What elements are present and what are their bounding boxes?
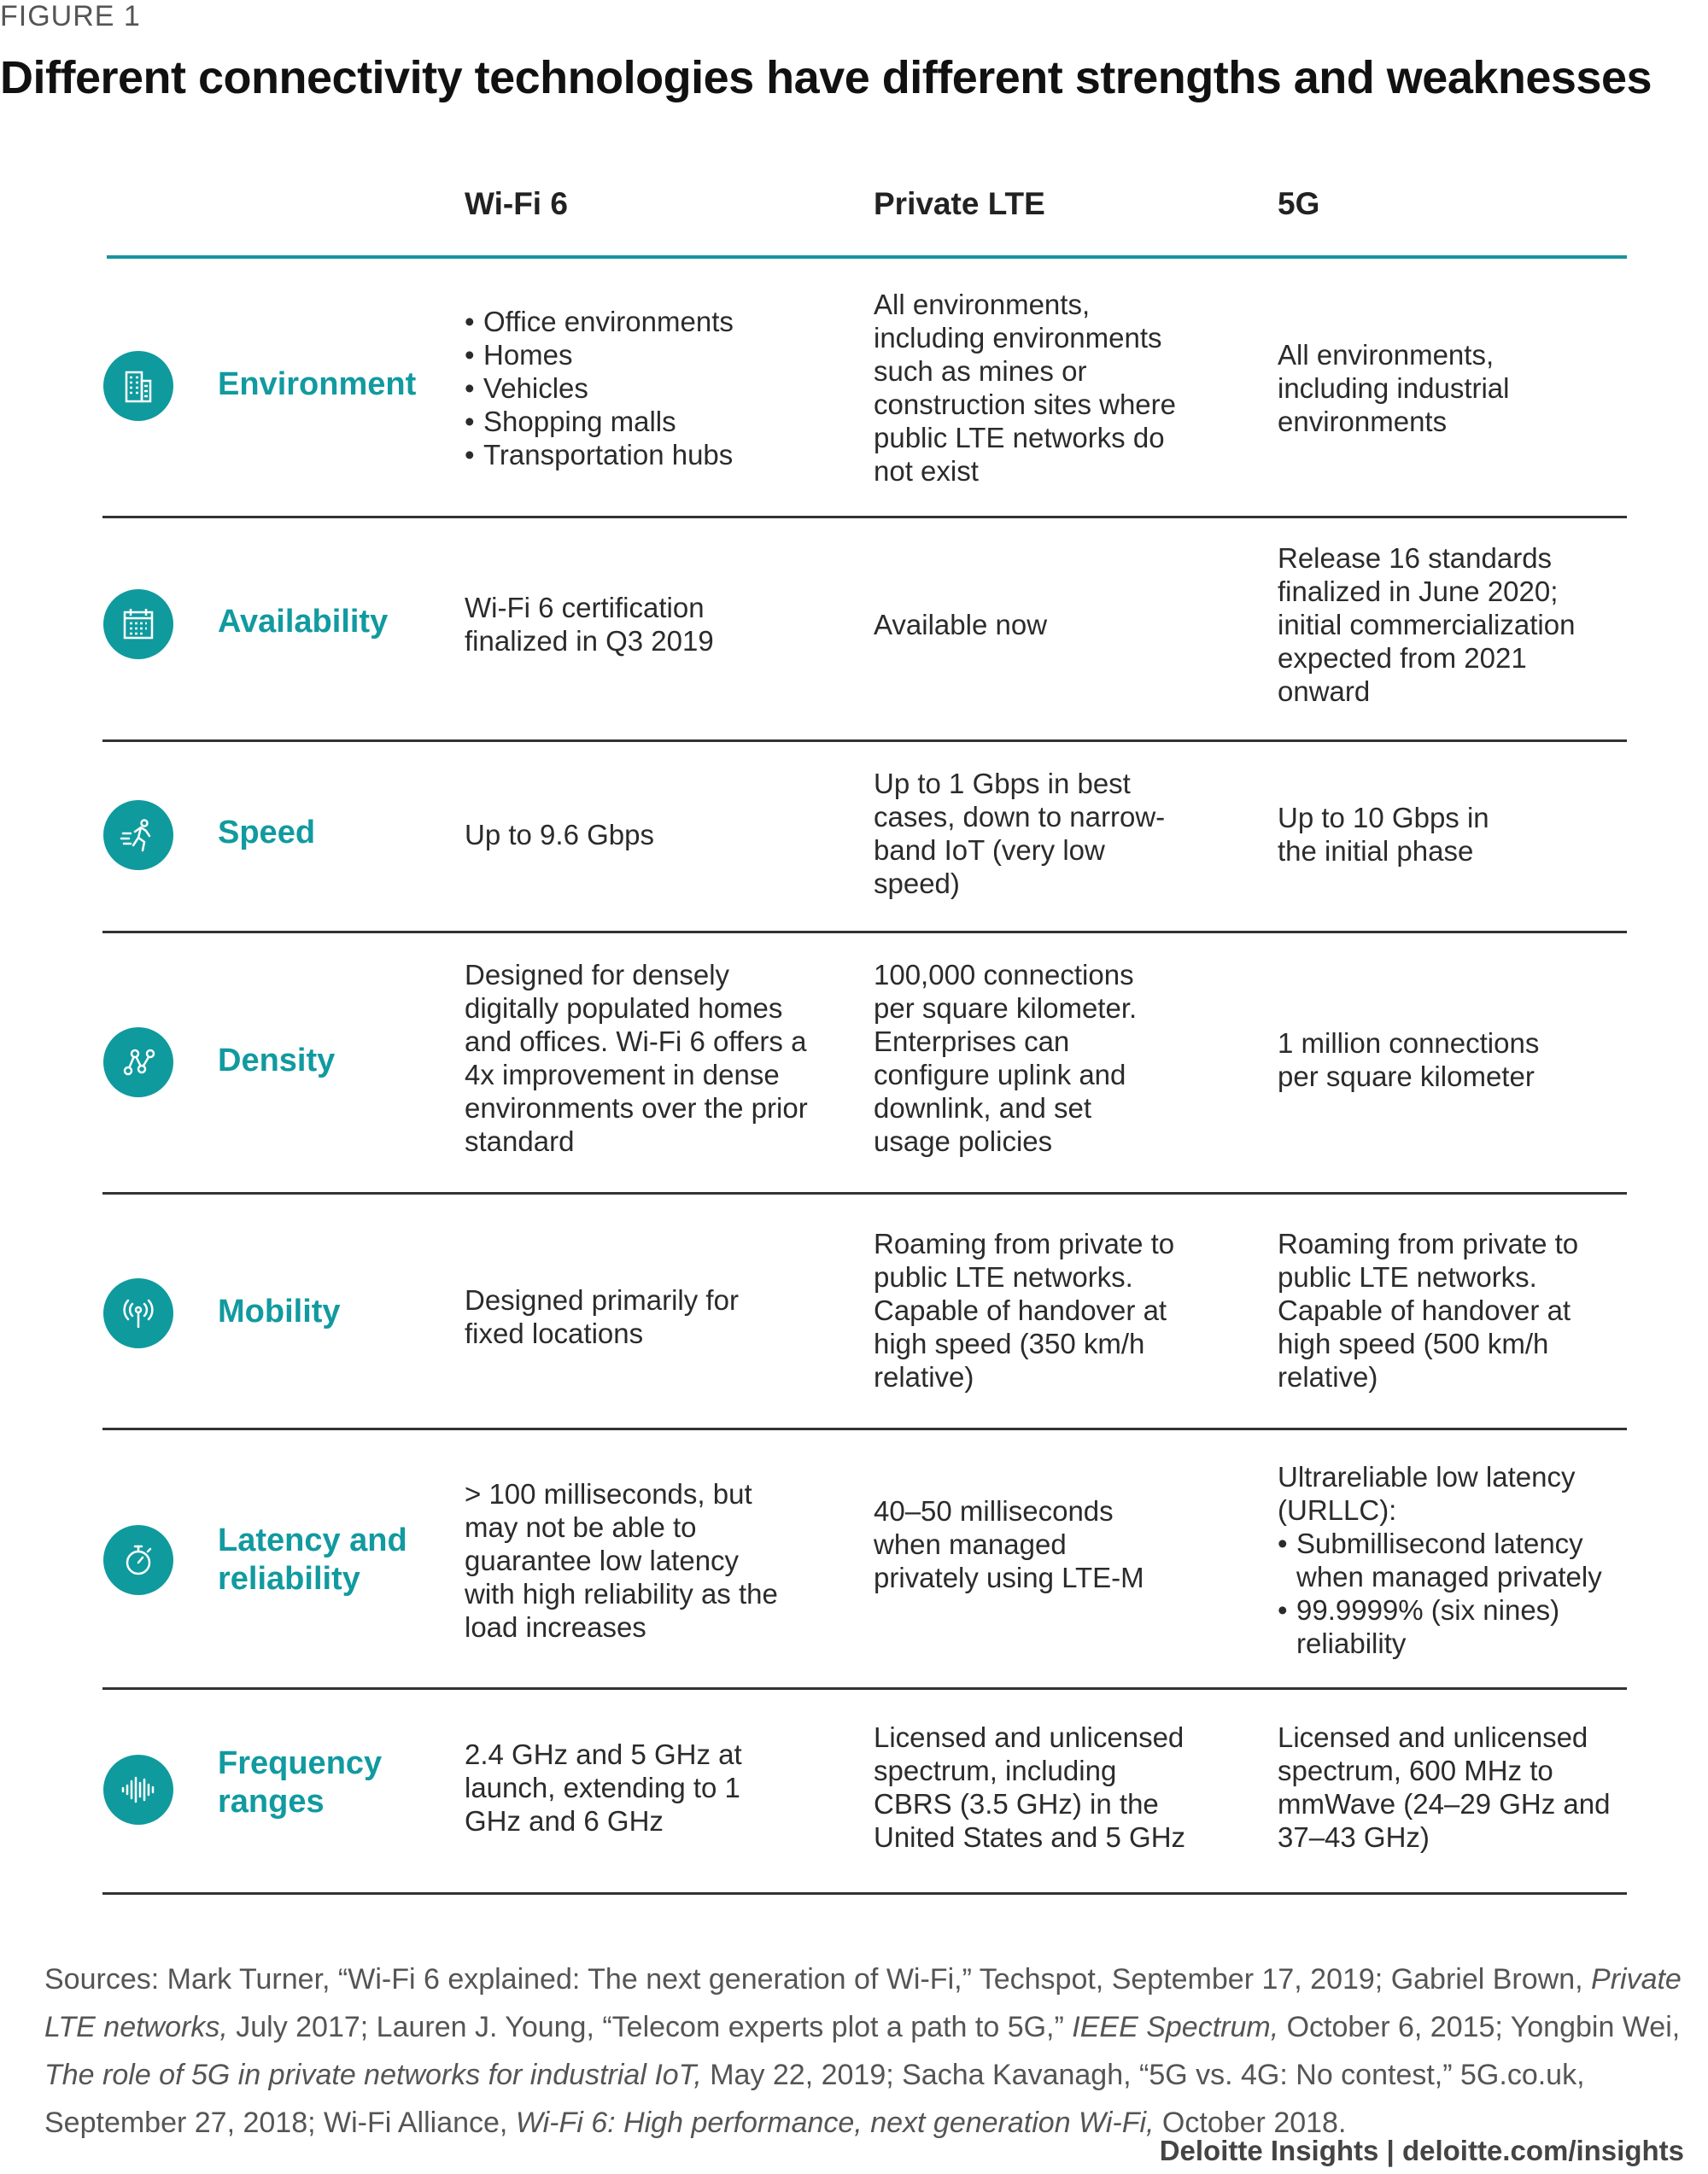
calendar-icon bbox=[103, 589, 173, 659]
environment-5g-cell: All environments, including industrial environments bbox=[1278, 339, 1510, 437]
frequency-lte-cell: Licensed and unlicensed spectrum, including CBRS (3.5 GHz) in the United States and 5 GHz bbox=[874, 1721, 1186, 1853]
sources-note bbox=[44, 1955, 1684, 2147]
network-nodes-icon bbox=[103, 1027, 173, 1097]
list-item: • Office environments bbox=[465, 305, 840, 338]
row-label-environment: Environment bbox=[218, 366, 417, 402]
sources-text: October 6, 2015; Yongbin Wei, bbox=[1278, 2011, 1681, 2043]
speed-5g-cell: Up to 10 Gbps in the initial phase bbox=[1278, 802, 1489, 867]
column-header-wifi6: Wi-Fi 6 bbox=[465, 186, 568, 221]
list-item: • Shopping malls bbox=[465, 405, 840, 438]
latency-5g-intro: Ultrareliable low latency (URLLC): bbox=[1278, 1461, 1576, 1526]
row-divider bbox=[102, 931, 1627, 933]
row-label-availability: Availability bbox=[218, 604, 389, 640]
row-label-frequency-ranges: Frequency ranges bbox=[218, 1745, 383, 1820]
sources-text: October 2018. bbox=[1154, 2107, 1347, 2139]
density-wifi6-cell: Designed for densely digitally populated homes and offices. Wi-Fi 6 offers a 4x improvement in dense environments over the prior standard bbox=[465, 959, 808, 1157]
antenna-icon bbox=[103, 1278, 173, 1348]
sources-text: July 2017; Lauren J. Young, “Telecom experts plot a path to 5G,” bbox=[227, 2011, 1073, 2043]
speed-lte-cell: Up to 1 Gbps in best cases, down to narrow-band IoT (very low speed) bbox=[874, 768, 1166, 899]
frequency-wifi6-cell: 2.4 GHz and 5 GHz at launch, extending to 1 GHz and 6 GHz bbox=[465, 1739, 742, 1837]
speed-wifi6-cell: Up to 9.6 Gbps bbox=[465, 819, 654, 850]
list-item: • 99.9999% (six nines) reliability bbox=[1278, 1593, 1628, 1660]
row-divider bbox=[102, 1892, 1627, 1895]
figure-title: Different connectivity technologies have different strengths and weaknesses bbox=[0, 52, 1652, 103]
footer-credit: Deloitte Insights | deloitte.com/insights bbox=[1159, 2135, 1684, 2166]
column-header-private-lte: Private LTE bbox=[874, 186, 1045, 221]
sources-italic-title: Private LTE networks, bbox=[44, 1963, 1682, 2043]
row-divider bbox=[102, 739, 1627, 742]
column-header-5g: 5G bbox=[1278, 186, 1320, 221]
row-divider bbox=[102, 516, 1627, 518]
environment-lte-cell: All environments, including environments such as mines or construction sites where public LTE networks do not exist bbox=[874, 289, 1176, 487]
latency-wifi6-cell: > 100 milliseconds, but may not be able to guarantee low latency with high reliability as the load increases bbox=[465, 1478, 778, 1643]
row-divider bbox=[102, 1428, 1627, 1430]
density-lte-cell: 100,000 connections per square kilometer. Enterprises can configure uplink and downlink, and set usage policies bbox=[874, 959, 1138, 1157]
list-item: • Homes bbox=[465, 338, 840, 371]
row-label-speed: Speed bbox=[218, 815, 316, 850]
environment-wifi6-cell bbox=[465, 305, 840, 471]
availability-5g-cell: Release 16 standards finalized in June 2020; initial commercialization expected from 2021 onward bbox=[1278, 542, 1576, 707]
mobility-wifi6-cell: Designed primarily for fixed locations bbox=[465, 1284, 739, 1349]
running-person-icon bbox=[103, 800, 173, 870]
sound-wave-icon bbox=[103, 1755, 173, 1825]
list-item: • Vehicles bbox=[465, 371, 840, 405]
figure-label: FIGURE 1 bbox=[0, 0, 141, 32]
mobility-5g-cell: Roaming from private to public LTE networks. Capable of handover at high speed (500 km/h relative) bbox=[1278, 1228, 1579, 1393]
list-item: • Transportation hubs bbox=[465, 438, 840, 471]
mobility-lte-cell: Roaming from private to public LTE networks. Capable of handover at high speed (350 km/h relative) bbox=[874, 1228, 1175, 1393]
list-item: • Submillisecond latency when managed privately bbox=[1278, 1527, 1628, 1593]
frequency-5g-cell: Licensed and unlicensed spectrum, 600 MHz to mmWave (24–29 GHz and 37–43 GHz) bbox=[1278, 1721, 1611, 1853]
building-icon bbox=[103, 351, 173, 421]
latency-5g-cell bbox=[1278, 1460, 1628, 1660]
availability-lte-cell: Available now bbox=[874, 609, 1048, 640]
row-label-mobility: Mobility bbox=[218, 1294, 341, 1330]
sources-italic-title: The role of 5G in private networks for industrial IoT, bbox=[44, 2059, 702, 2091]
density-5g-cell: 1 million connections per square kilometer bbox=[1278, 1027, 1540, 1092]
row-divider bbox=[102, 1687, 1627, 1690]
stopwatch-icon bbox=[103, 1525, 173, 1595]
latency-lte-cell: 40–50 milliseconds when managed privately using LTE-M bbox=[874, 1495, 1144, 1593]
availability-wifi6-cell: Wi-Fi 6 certification finalized in Q3 2019 bbox=[465, 592, 714, 657]
row-label-density: Density bbox=[218, 1043, 336, 1078]
row-label-latency-reliability: Latency and reliability bbox=[218, 1522, 407, 1597]
sources-text: May 22, 2019; Sacha Kavanagh, “5G vs. 4G: No contest,” 5G.co.uk, September 27, 2018; Wi-Fi Alliance, bbox=[44, 2059, 1585, 2139]
sources-text: Sources: Mark Turner, “Wi-Fi 6 explained: The next generation of Wi-Fi,” Techspot, September 17, 2019; Gabriel Brown, bbox=[44, 1963, 1592, 1996]
row-divider bbox=[102, 1192, 1627, 1195]
sources-italic-title: IEEE Spectrum, bbox=[1072, 2011, 1279, 2043]
header-rule bbox=[107, 255, 1627, 259]
sources-italic-title: Wi-Fi 6: High performance, next generation Wi-Fi, bbox=[515, 2107, 1155, 2139]
